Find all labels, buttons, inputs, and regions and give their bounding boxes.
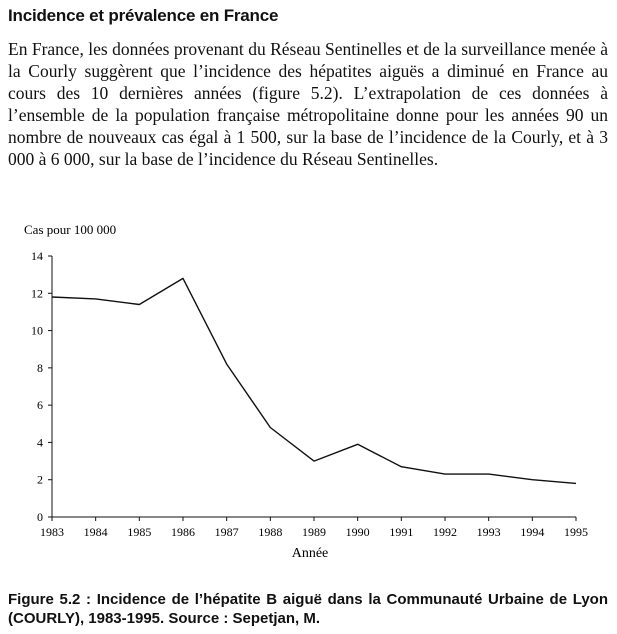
y-tick-label: 2 — [37, 472, 43, 487]
y-tick-label: 4 — [37, 435, 43, 450]
incidence-line-chart — [0, 215, 617, 580]
x-tick-label: 1993 — [476, 525, 501, 539]
body-paragraph: En France, les données provenant du Réseau Sentinelles et de la surveillance menée à la Courly suggèrent que l’incidence des hépatites aiguës a diminué en France au cours des 10 dernières années (figure 5.2). L’extrapolation de ces données à l’ensemble de la population française métropolitaine donne pour les années 90 un nombre de nouveaux cas égal à 1 500, sur la base de l’incidence de la Courly, et à 3 000 à 6 000, sur la base de l’incidence du Réseau Sentinelles. — [8, 39, 608, 169]
y-tick-label: 10 — [31, 323, 43, 338]
x-tick-label: 1995 — [564, 525, 588, 539]
incidence-series-line — [52, 278, 576, 483]
y-tick-label: 6 — [37, 398, 43, 413]
x-ticks-group — [40, 517, 588, 539]
x-tick-label: 1983 — [40, 525, 64, 539]
x-tick-label: 1991 — [389, 525, 414, 539]
y-tick-label: 14 — [31, 249, 43, 263]
x-tick-label: 1984 — [83, 525, 108, 539]
y-tick-label: 0 — [37, 510, 43, 524]
x-tick-label: 1992 — [433, 525, 457, 539]
x-tick-label: 1994 — [520, 525, 545, 539]
x-tick-label: 1986 — [171, 525, 195, 539]
x-tick-label: 1985 — [127, 525, 152, 539]
x-tick-label: 1989 — [302, 525, 326, 539]
x-tick-label: 1987 — [214, 525, 239, 539]
y-axis-title: Cas pour 100 000 — [24, 222, 117, 237]
x-tick-label: 1990 — [345, 525, 370, 539]
x-tick-label: 1988 — [258, 525, 283, 539]
section-heading: Incidence et prévalence en France — [8, 6, 279, 25]
y-ticks-group — [31, 249, 52, 524]
y-tick-label: 8 — [37, 360, 43, 375]
y-tick-label: 12 — [31, 286, 43, 301]
x-axis-title: Année — [291, 546, 329, 561]
figure-caption: Figure 5.2 : Incidence de l’hépatite B aiguë dans la Communauté Urbaine de Lyon (COURLY), 1983-1995. Source : Sepetjan, M. — [8, 591, 608, 627]
